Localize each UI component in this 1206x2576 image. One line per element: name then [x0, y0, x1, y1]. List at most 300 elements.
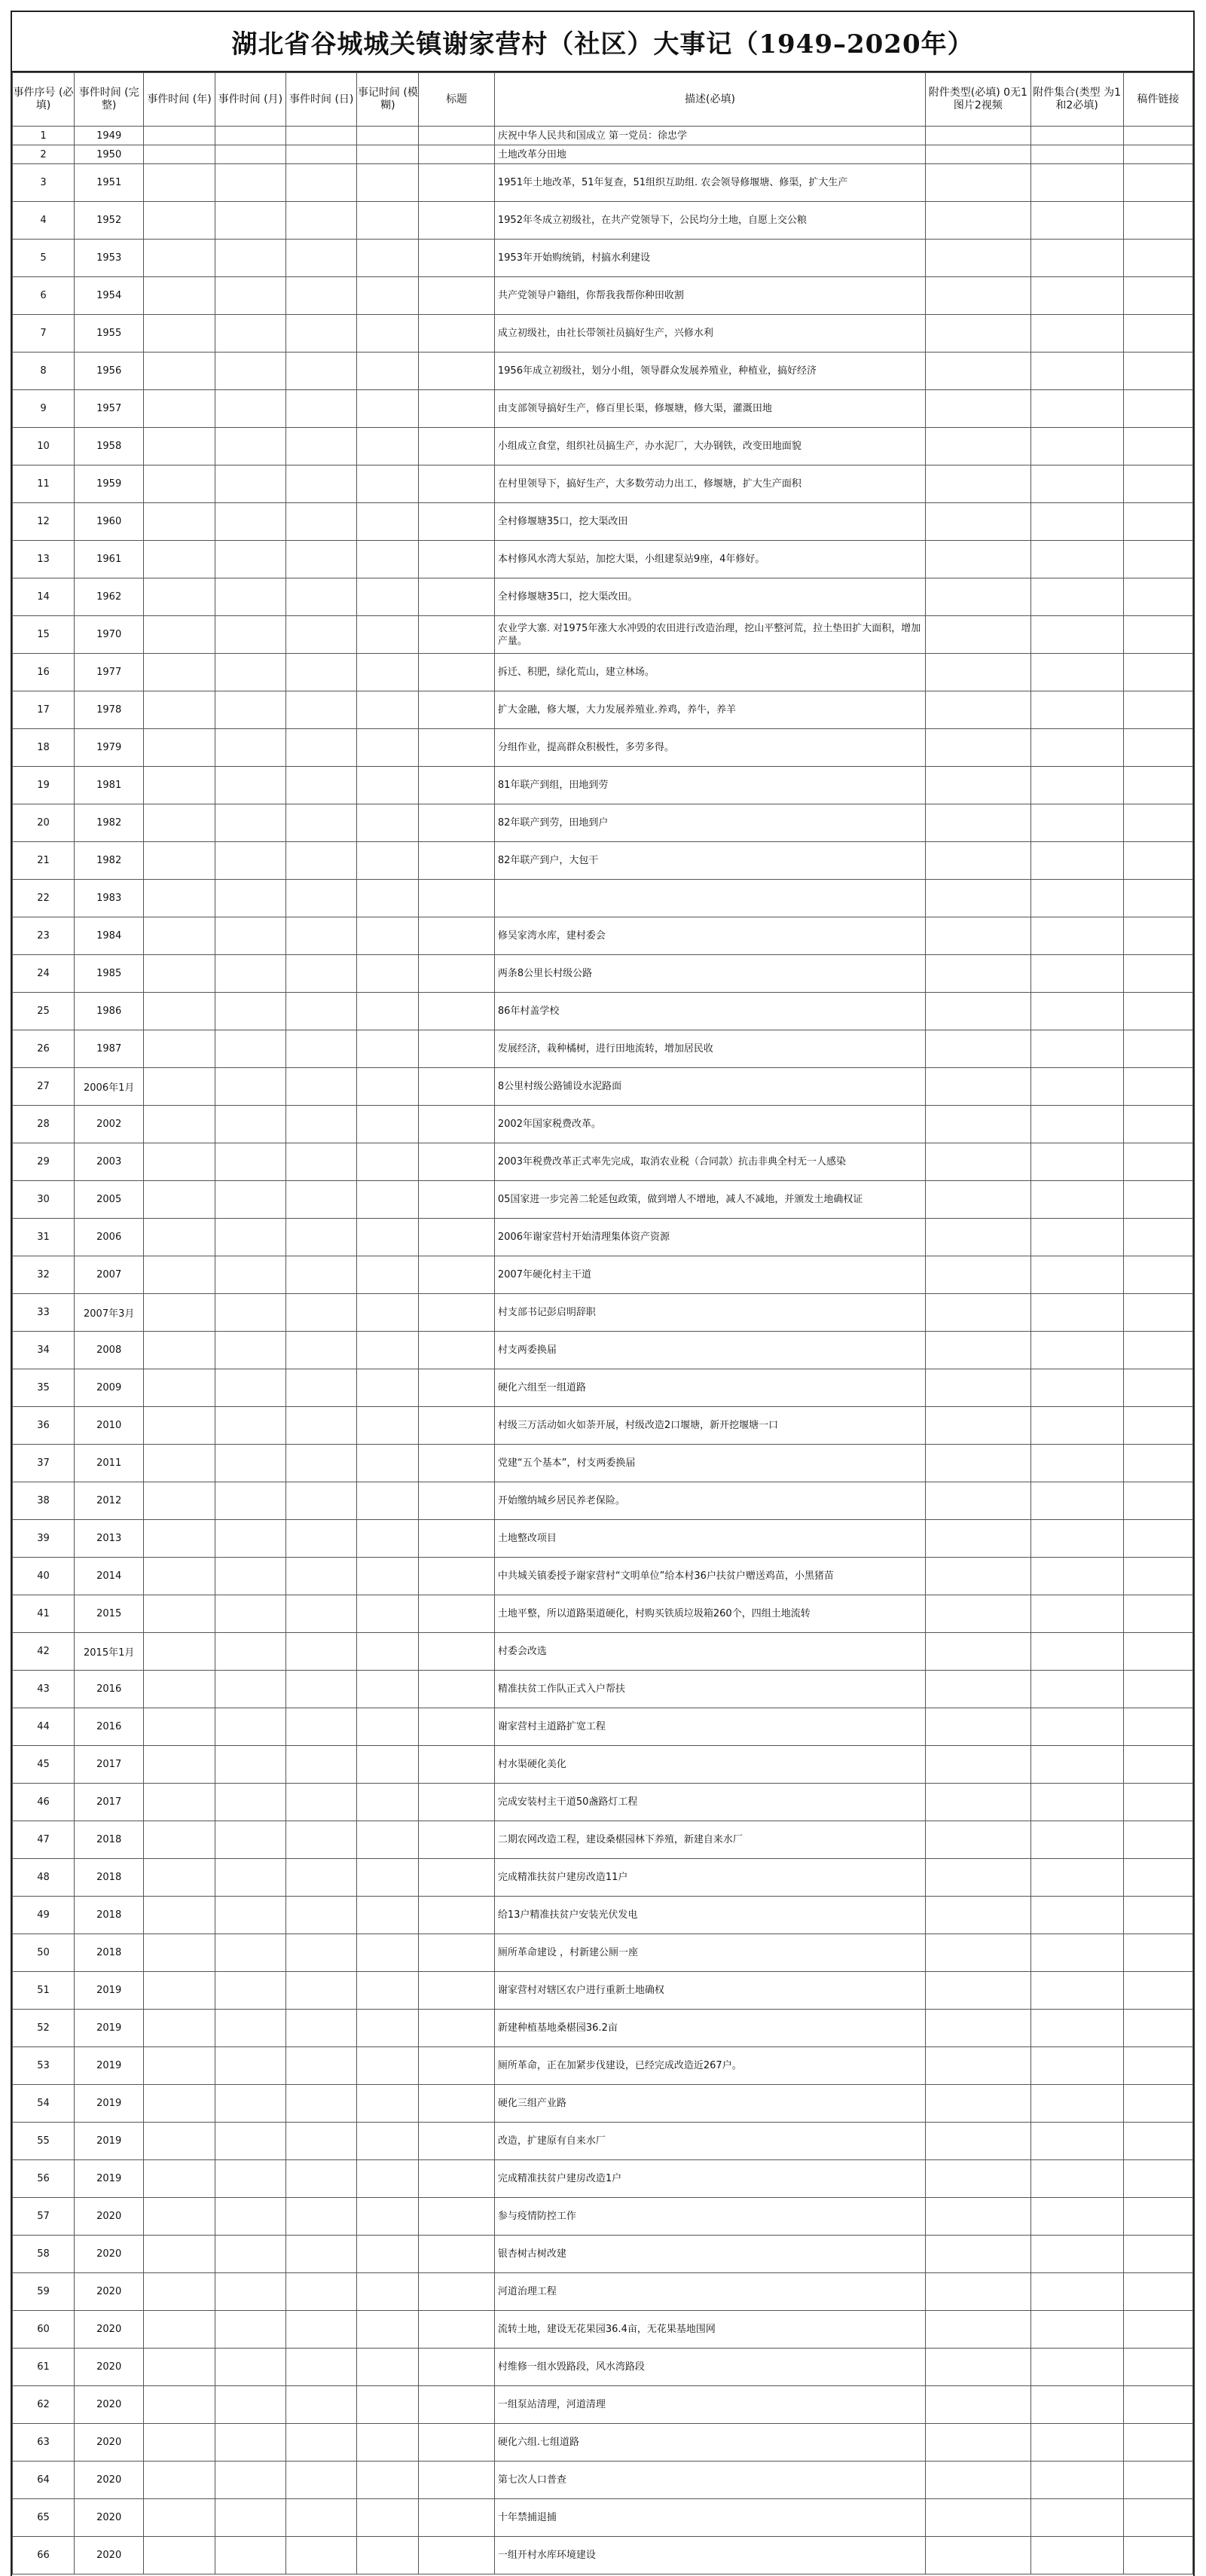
cell-month[interactable] [215, 729, 285, 767]
cell-fuzzy-time[interactable] [357, 1219, 419, 1256]
cell-event-time[interactable]: 2016 [75, 1671, 144, 1708]
cell-fuzzy-time[interactable] [357, 654, 419, 691]
cell-event-time[interactable]: 1986 [75, 993, 144, 1030]
cell-article-link[interactable] [1123, 353, 1192, 390]
cell-event-time[interactable]: 2012 [75, 1482, 144, 1520]
cell-fuzzy-time[interactable] [357, 1106, 419, 1143]
cell-year[interactable] [144, 2273, 215, 2311]
cell-year[interactable] [144, 1143, 215, 1181]
cell-title[interactable] [419, 1633, 495, 1671]
cell-attachment-set[interactable] [1030, 1671, 1123, 1708]
cell-attachment-set[interactable] [1030, 2047, 1123, 2085]
cell-title[interactable] [419, 880, 495, 917]
cell-article-link[interactable] [1123, 1520, 1192, 1558]
cell-attachment-set[interactable] [1030, 465, 1123, 503]
cell-fuzzy-time[interactable] [357, 1520, 419, 1558]
cell-fuzzy-time[interactable] [357, 1143, 419, 1181]
cell-attachment-type[interactable] [926, 1407, 1030, 1445]
cell-article-link[interactable] [1123, 1445, 1192, 1482]
cell-attachment-set[interactable] [1030, 240, 1123, 277]
cell-title[interactable] [419, 1030, 495, 1068]
cell-attachment-set[interactable] [1030, 1030, 1123, 1068]
cell-event-time[interactable]: 2014 [75, 1558, 144, 1595]
cell-event-no[interactable]: 42 [13, 1633, 75, 1671]
cell-year[interactable] [144, 842, 215, 880]
cell-month[interactable] [215, 654, 285, 691]
cell-event-no[interactable]: 15 [13, 616, 75, 654]
cell-fuzzy-time[interactable] [357, 390, 419, 428]
cell-title[interactable] [419, 541, 495, 578]
cell-fuzzy-time[interactable] [357, 2198, 419, 2236]
cell-title[interactable] [419, 2160, 495, 2198]
cell-attachment-type[interactable] [926, 1897, 1030, 1934]
cell-day[interactable] [286, 2499, 357, 2537]
cell-attachment-set[interactable] [1030, 2386, 1123, 2424]
cell-attachment-set[interactable] [1030, 1332, 1123, 1369]
cell-event-no[interactable]: 26 [13, 1030, 75, 1068]
cell-fuzzy-time[interactable] [357, 1068, 419, 1106]
cell-year[interactable] [144, 2386, 215, 2424]
cell-description[interactable]: 硬化六组至一组道路 [494, 1369, 925, 1407]
cell-month[interactable] [215, 1369, 285, 1407]
cell-description[interactable]: 82年联产到劳，田地到户 [494, 804, 925, 842]
cell-attachment-type[interactable] [926, 541, 1030, 578]
cell-event-no[interactable]: 65 [13, 2499, 75, 2537]
cell-fuzzy-time[interactable] [357, 353, 419, 390]
cell-description[interactable]: 完成安装村主干道50盏路灯工程 [494, 1784, 925, 1821]
cell-event-no[interactable]: 5 [13, 240, 75, 277]
cell-year[interactable] [144, 1708, 215, 1746]
cell-fuzzy-time[interactable] [357, 541, 419, 578]
cell-year[interactable] [144, 2160, 215, 2198]
cell-day[interactable] [286, 1558, 357, 1595]
cell-event-time[interactable]: 2009 [75, 1369, 144, 1407]
cell-day[interactable] [286, 1972, 357, 2010]
cell-day[interactable] [286, 2010, 357, 2047]
cell-day[interactable] [286, 2160, 357, 2198]
cell-article-link[interactable] [1123, 202, 1192, 240]
cell-description[interactable]: 本村修风水湾大泵站，加挖大渠，小组建泵站9座，4年修好。 [494, 541, 925, 578]
cell-event-no[interactable]: 45 [13, 1746, 75, 1784]
cell-fuzzy-time[interactable] [357, 2349, 419, 2386]
cell-year[interactable] [144, 541, 215, 578]
cell-event-no[interactable]: 20 [13, 804, 75, 842]
cell-event-no[interactable]: 27 [13, 1068, 75, 1106]
cell-month[interactable] [215, 767, 285, 804]
cell-year[interactable] [144, 1558, 215, 1595]
cell-article-link[interactable] [1123, 2273, 1192, 2311]
cell-attachment-type[interactable] [926, 2499, 1030, 2537]
cell-event-time[interactable]: 2007 [75, 1256, 144, 1294]
cell-fuzzy-time[interactable] [357, 2537, 419, 2574]
cell-year[interactable] [144, 578, 215, 616]
cell-event-no[interactable]: 13 [13, 541, 75, 578]
cell-attachment-set[interactable] [1030, 2462, 1123, 2499]
cell-month[interactable] [215, 428, 285, 465]
cell-fuzzy-time[interactable] [357, 145, 419, 164]
cell-title[interactable] [419, 1897, 495, 1934]
cell-article-link[interactable] [1123, 842, 1192, 880]
cell-attachment-type[interactable] [926, 654, 1030, 691]
cell-event-no[interactable]: 37 [13, 1445, 75, 1482]
cell-article-link[interactable] [1123, 428, 1192, 465]
cell-event-time[interactable]: 1959 [75, 465, 144, 503]
cell-title[interactable] [419, 2198, 495, 2236]
cell-fuzzy-time[interactable] [357, 2236, 419, 2273]
cell-article-link[interactable] [1123, 654, 1192, 691]
cell-event-time[interactable]: 2019 [75, 2123, 144, 2160]
cell-attachment-type[interactable] [926, 1445, 1030, 1482]
cell-title[interactable] [419, 1181, 495, 1219]
cell-article-link[interactable] [1123, 2047, 1192, 2085]
cell-event-time[interactable]: 1951 [75, 164, 144, 202]
cell-attachment-type[interactable] [926, 993, 1030, 1030]
cell-event-no[interactable]: 52 [13, 2010, 75, 2047]
cell-description[interactable]: 村水渠硬化美化 [494, 1746, 925, 1784]
cell-description[interactable]: 2003年税费改革正式率先完成，取消农业税（合同款）抗击非典全村无一人感染 [494, 1143, 925, 1181]
cell-month[interactable] [215, 1821, 285, 1859]
cell-title[interactable] [419, 1407, 495, 1445]
cell-attachment-set[interactable] [1030, 503, 1123, 541]
cell-attachment-type[interactable] [926, 1332, 1030, 1369]
cell-month[interactable] [215, 2499, 285, 2537]
cell-month[interactable] [215, 1859, 285, 1897]
cell-article-link[interactable] [1123, 1821, 1192, 1859]
cell-month[interactable] [215, 804, 285, 842]
cell-event-no[interactable]: 22 [13, 880, 75, 917]
cell-article-link[interactable] [1123, 2349, 1192, 2386]
cell-day[interactable] [286, 1746, 357, 1784]
cell-event-no[interactable]: 28 [13, 1106, 75, 1143]
cell-title[interactable] [419, 1106, 495, 1143]
cell-month[interactable] [215, 2537, 285, 2574]
cell-day[interactable] [286, 240, 357, 277]
cell-article-link[interactable] [1123, 541, 1192, 578]
cell-year[interactable] [144, 2537, 215, 2574]
cell-description[interactable]: 2002年国家税费改革。 [494, 1106, 925, 1143]
cell-event-no[interactable]: 2 [13, 145, 75, 164]
cell-day[interactable] [286, 1106, 357, 1143]
cell-year[interactable] [144, 1332, 215, 1369]
cell-description[interactable]: 村委会改选 [494, 1633, 925, 1671]
cell-event-time[interactable]: 2007年3月 [75, 1294, 144, 1332]
cell-description[interactable]: 庆祝中华人民共和国成立 第一党员：徐忠学 [494, 127, 925, 145]
cell-month[interactable] [215, 2047, 285, 2085]
cell-attachment-set[interactable] [1030, 2010, 1123, 2047]
cell-fuzzy-time[interactable] [357, 1294, 419, 1332]
cell-day[interactable] [286, 1671, 357, 1708]
cell-day[interactable] [286, 428, 357, 465]
cell-event-time[interactable]: 1981 [75, 767, 144, 804]
cell-month[interactable] [215, 1897, 285, 1934]
cell-attachment-type[interactable] [926, 1520, 1030, 1558]
cell-title[interactable] [419, 1445, 495, 1482]
cell-day[interactable] [286, 2273, 357, 2311]
cell-year[interactable] [144, 465, 215, 503]
cell-description[interactable]: 一组开村水库环境建设 [494, 2537, 925, 2574]
cell-event-no[interactable]: 62 [13, 2386, 75, 2424]
cell-month[interactable] [215, 1746, 285, 1784]
cell-day[interactable] [286, 993, 357, 1030]
cell-attachment-type[interactable] [926, 917, 1030, 955]
cell-event-time[interactable]: 1960 [75, 503, 144, 541]
cell-event-time[interactable]: 1982 [75, 842, 144, 880]
cell-day[interactable] [286, 654, 357, 691]
cell-day[interactable] [286, 1294, 357, 1332]
cell-article-link[interactable] [1123, 2424, 1192, 2462]
cell-day[interactable] [286, 1445, 357, 1482]
cell-month[interactable] [215, 1256, 285, 1294]
cell-day[interactable] [286, 767, 357, 804]
cell-attachment-set[interactable] [1030, 917, 1123, 955]
cell-title[interactable] [419, 842, 495, 880]
cell-day[interactable] [286, 145, 357, 164]
cell-fuzzy-time[interactable] [357, 1482, 419, 1520]
cell-description[interactable]: 两条8公里长村级公路 [494, 955, 925, 993]
cell-title[interactable] [419, 1821, 495, 1859]
cell-attachment-set[interactable] [1030, 1972, 1123, 2010]
cell-article-link[interactable] [1123, 1294, 1192, 1332]
cell-title[interactable] [419, 1972, 495, 2010]
cell-fuzzy-time[interactable] [357, 2311, 419, 2349]
cell-event-time[interactable]: 2018 [75, 1821, 144, 1859]
cell-month[interactable] [215, 353, 285, 390]
cell-description[interactable]: 村支两委换届 [494, 1332, 925, 1369]
cell-year[interactable] [144, 2047, 215, 2085]
cell-month[interactable] [215, 616, 285, 654]
cell-year[interactable] [144, 1633, 215, 1671]
cell-attachment-set[interactable] [1030, 127, 1123, 145]
cell-event-time[interactable]: 1984 [75, 917, 144, 955]
cell-attachment-type[interactable] [926, 2462, 1030, 2499]
cell-attachment-type[interactable] [926, 616, 1030, 654]
cell-day[interactable] [286, 1784, 357, 1821]
cell-attachment-type[interactable] [926, 1181, 1030, 1219]
cell-attachment-type[interactable] [926, 2537, 1030, 2574]
cell-article-link[interactable] [1123, 1633, 1192, 1671]
cell-attachment-type[interactable] [926, 465, 1030, 503]
cell-attachment-type[interactable] [926, 164, 1030, 202]
cell-event-no[interactable]: 63 [13, 2424, 75, 2462]
cell-title[interactable] [419, 428, 495, 465]
cell-attachment-set[interactable] [1030, 2537, 1123, 2574]
cell-event-no[interactable]: 53 [13, 2047, 75, 2085]
cell-description[interactable]: 给13户精准扶贫户安装光伏发电 [494, 1897, 925, 1934]
cell-title[interactable] [419, 240, 495, 277]
cell-fuzzy-time[interactable] [357, 127, 419, 145]
cell-attachment-set[interactable] [1030, 1520, 1123, 1558]
cell-attachment-type[interactable] [926, 2424, 1030, 2462]
cell-article-link[interactable] [1123, 1482, 1192, 1520]
cell-article-link[interactable] [1123, 2085, 1192, 2123]
cell-month[interactable] [215, 202, 285, 240]
cell-event-no[interactable]: 6 [13, 277, 75, 315]
cell-event-no[interactable]: 11 [13, 465, 75, 503]
cell-article-link[interactable] [1123, 616, 1192, 654]
cell-event-no[interactable]: 18 [13, 729, 75, 767]
cell-event-no[interactable]: 1 [13, 127, 75, 145]
cell-article-link[interactable] [1123, 1181, 1192, 1219]
cell-attachment-set[interactable] [1030, 1633, 1123, 1671]
cell-day[interactable] [286, 2311, 357, 2349]
cell-event-no[interactable]: 39 [13, 1520, 75, 1558]
cell-year[interactable] [144, 1821, 215, 1859]
cell-fuzzy-time[interactable] [357, 917, 419, 955]
cell-month[interactable] [215, 277, 285, 315]
cell-month[interactable] [215, 1671, 285, 1708]
cell-attachment-set[interactable] [1030, 1369, 1123, 1407]
cell-year[interactable] [144, 1520, 215, 1558]
cell-attachment-type[interactable] [926, 955, 1030, 993]
cell-attachment-type[interactable] [926, 1294, 1030, 1332]
cell-day[interactable] [286, 616, 357, 654]
cell-day[interactable] [286, 315, 357, 353]
cell-event-no[interactable]: 44 [13, 1708, 75, 1746]
cell-attachment-set[interactable] [1030, 2123, 1123, 2160]
cell-month[interactable] [215, 1972, 285, 2010]
cell-year[interactable] [144, 654, 215, 691]
cell-year[interactable] [144, 315, 215, 353]
cell-description[interactable]: 土地平整，所以道路渠道硬化，村购买铁质垃圾箱260个，四组土地流转 [494, 1595, 925, 1633]
cell-event-time[interactable]: 2020 [75, 2386, 144, 2424]
cell-event-time[interactable]: 1956 [75, 353, 144, 390]
cell-fuzzy-time[interactable] [357, 691, 419, 729]
cell-event-no[interactable]: 17 [13, 691, 75, 729]
cell-event-no[interactable]: 4 [13, 202, 75, 240]
cell-day[interactable] [286, 2349, 357, 2386]
cell-article-link[interactable] [1123, 1972, 1192, 2010]
cell-day[interactable] [286, 729, 357, 767]
cell-title[interactable] [419, 1068, 495, 1106]
cell-fuzzy-time[interactable] [357, 2085, 419, 2123]
cell-event-no[interactable]: 32 [13, 1256, 75, 1294]
cell-event-no[interactable]: 51 [13, 1972, 75, 2010]
cell-year[interactable] [144, 1106, 215, 1143]
cell-attachment-type[interactable] [926, 1595, 1030, 1633]
cell-article-link[interactable] [1123, 164, 1192, 202]
cell-fuzzy-time[interactable] [357, 2424, 419, 2462]
cell-attachment-set[interactable] [1030, 2160, 1123, 2198]
cell-month[interactable] [215, 465, 285, 503]
cell-attachment-set[interactable] [1030, 1445, 1123, 1482]
cell-event-no[interactable]: 29 [13, 1143, 75, 1181]
cell-article-link[interactable] [1123, 2198, 1192, 2236]
cell-description[interactable]: 硬化六组.七组道路 [494, 2424, 925, 2462]
cell-month[interactable] [215, 2236, 285, 2273]
cell-fuzzy-time[interactable] [357, 578, 419, 616]
cell-month[interactable] [215, 2085, 285, 2123]
cell-month[interactable] [215, 1595, 285, 1633]
cell-title[interactable] [419, 1332, 495, 1369]
cell-event-no[interactable]: 50 [13, 1934, 75, 1972]
cell-day[interactable] [286, 1407, 357, 1445]
cell-year[interactable] [144, 1972, 215, 2010]
cell-article-link[interactable] [1123, 390, 1192, 428]
cell-event-time[interactable]: 1977 [75, 654, 144, 691]
cell-description[interactable]: 82年联产到户，大包干 [494, 842, 925, 880]
cell-description[interactable]: 二期农网改造工程，建设桑椹园林下养殖，新建自来水厂 [494, 1821, 925, 1859]
cell-title[interactable] [419, 917, 495, 955]
cell-year[interactable] [144, 428, 215, 465]
cell-day[interactable] [286, 503, 357, 541]
cell-event-no[interactable]: 46 [13, 1784, 75, 1821]
cell-description[interactable]: 小组成立食堂，组织社员搞生产，办水泥厂，大办钢铁，改变田地面貌 [494, 428, 925, 465]
cell-article-link[interactable] [1123, 1558, 1192, 1595]
cell-description[interactable]: 中共城关镇委授予谢家营村“文明单位”给本村36户扶贫户赠送鸡苗，小黑猪苗 [494, 1558, 925, 1595]
cell-attachment-type[interactable] [926, 2349, 1030, 2386]
cell-attachment-set[interactable] [1030, 1784, 1123, 1821]
cell-description[interactable] [494, 880, 925, 917]
cell-title[interactable] [419, 1143, 495, 1181]
cell-attachment-set[interactable] [1030, 277, 1123, 315]
cell-month[interactable] [215, 1445, 285, 1482]
cell-description[interactable]: 86年村盖学校 [494, 993, 925, 1030]
cell-day[interactable] [286, 578, 357, 616]
cell-description[interactable]: 完成精准扶贫户建房改造1户 [494, 2160, 925, 2198]
cell-year[interactable] [144, 691, 215, 729]
cell-day[interactable] [286, 2424, 357, 2462]
cell-day[interactable] [286, 1859, 357, 1897]
cell-description[interactable]: 精准扶贫工作队正式入户帮扶 [494, 1671, 925, 1708]
cell-attachment-type[interactable] [926, 2236, 1030, 2273]
cell-article-link[interactable] [1123, 691, 1192, 729]
cell-description[interactable]: 完成精准扶贫户建房改造11户 [494, 1859, 925, 1897]
cell-year[interactable] [144, 2236, 215, 2273]
cell-attachment-type[interactable] [926, 1068, 1030, 1106]
cell-article-link[interactable] [1123, 804, 1192, 842]
cell-fuzzy-time[interactable] [357, 2047, 419, 2085]
cell-attachment-type[interactable] [926, 767, 1030, 804]
cell-description[interactable]: 全村修堰塘35口，挖大渠改田。 [494, 578, 925, 616]
cell-title[interactable] [419, 353, 495, 390]
cell-year[interactable] [144, 2010, 215, 2047]
cell-title[interactable] [419, 2462, 495, 2499]
cell-title[interactable] [419, 2499, 495, 2537]
cell-year[interactable] [144, 127, 215, 145]
cell-fuzzy-time[interactable] [357, 804, 419, 842]
cell-title[interactable] [419, 1219, 495, 1256]
cell-event-no[interactable]: 30 [13, 1181, 75, 1219]
cell-title[interactable] [419, 2349, 495, 2386]
cell-article-link[interactable] [1123, 2537, 1192, 2574]
cell-year[interactable] [144, 2198, 215, 2236]
cell-event-time[interactable]: 1962 [75, 578, 144, 616]
cell-year[interactable] [144, 503, 215, 541]
cell-event-time[interactable]: 2020 [75, 2311, 144, 2349]
cell-attachment-type[interactable] [926, 2085, 1030, 2123]
cell-fuzzy-time[interactable] [357, 503, 419, 541]
cell-attachment-set[interactable] [1030, 1934, 1123, 1972]
cell-description[interactable]: 开始缴纳城乡居民养老保险。 [494, 1482, 925, 1520]
cell-month[interactable] [215, 917, 285, 955]
cell-attachment-type[interactable] [926, 691, 1030, 729]
cell-month[interactable] [215, 1106, 285, 1143]
cell-title[interactable] [419, 1934, 495, 1972]
cell-description[interactable]: 改造，扩建原有自来水厂 [494, 2123, 925, 2160]
cell-title[interactable] [419, 1595, 495, 1633]
cell-year[interactable] [144, 1407, 215, 1445]
cell-fuzzy-time[interactable] [357, 1708, 419, 1746]
cell-event-time[interactable]: 1978 [75, 691, 144, 729]
cell-day[interactable] [286, 390, 357, 428]
cell-day[interactable] [286, 1633, 357, 1671]
cell-article-link[interactable] [1123, 767, 1192, 804]
cell-event-time[interactable]: 1987 [75, 1030, 144, 1068]
cell-description[interactable]: 1956年成立初级社，划分小组，领导群众发展养殖业，种植业，搞好经济 [494, 353, 925, 390]
cell-event-no[interactable]: 61 [13, 2349, 75, 2386]
cell-attachment-set[interactable] [1030, 880, 1123, 917]
cell-event-time[interactable]: 2006 [75, 1219, 144, 1256]
